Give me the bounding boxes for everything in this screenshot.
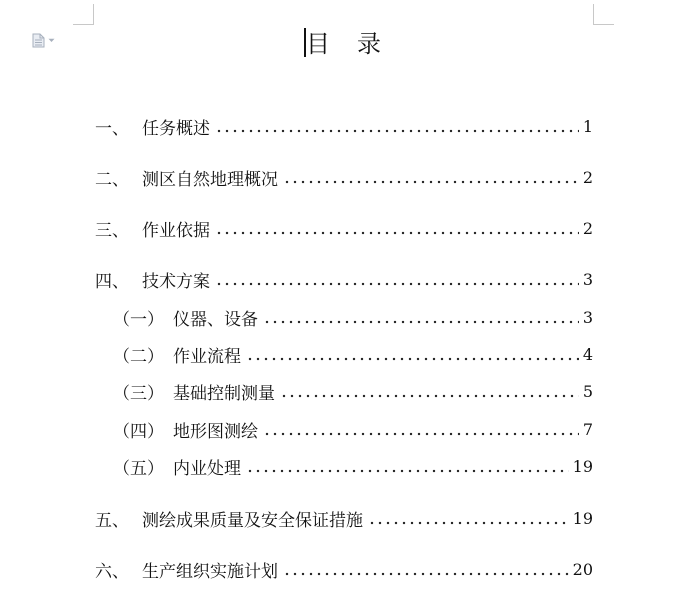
toc-entry-label: 基础控制测量 xyxy=(173,383,275,404)
toc-entry-label: 地形图测绘 xyxy=(173,421,258,442)
toc-dot-leader xyxy=(215,267,579,291)
toc-entry[interactable] xyxy=(95,216,593,240)
toc-entry-page: 2 xyxy=(582,218,593,238)
toc-entry-number: （一） xyxy=(113,309,164,330)
toc-entry-number: 五、 xyxy=(95,510,129,531)
toc-entry-page: 2 xyxy=(582,167,593,187)
toc-entry-page: 7 xyxy=(582,419,593,439)
toc-dot-leader xyxy=(283,557,569,581)
toc-entry[interactable] xyxy=(95,267,593,291)
toc-entry-number: （五） xyxy=(113,458,164,479)
toc-entry-page: 5 xyxy=(582,381,593,401)
toc-entry-page: 3 xyxy=(582,269,593,289)
toc-entry-number: 四、 xyxy=(95,271,129,292)
toc-entry-number: 二、 xyxy=(95,169,129,190)
toc-entry[interactable] xyxy=(95,506,593,530)
toc-dot-leader xyxy=(280,379,579,403)
toc-subentry[interactable] xyxy=(113,305,593,329)
toc-entry-number: （三） xyxy=(113,383,164,404)
toc-subentry[interactable] xyxy=(113,379,593,403)
toc-entry[interactable] xyxy=(95,165,593,189)
toc-entry-label: 仪器、设备 xyxy=(173,309,258,330)
toc-dot-leader xyxy=(246,454,569,478)
toc-entry-label: 作业依据 xyxy=(142,220,210,241)
toc-entry[interactable] xyxy=(95,557,593,581)
toc-dot-leader xyxy=(263,305,579,329)
toc-entry-label: 测绘成果质量及安全保证措施 xyxy=(142,510,363,531)
toc-entry-label: 测区自然地理概况 xyxy=(142,169,278,190)
title-part-2: 录 xyxy=(357,30,382,58)
toc-entry-number: （四） xyxy=(113,421,164,442)
toc-entry-label: 内业处理 xyxy=(173,458,241,479)
toc-dot-leader xyxy=(215,216,579,240)
toc-entry-number: 一、 xyxy=(95,118,129,139)
toc-subentry[interactable] xyxy=(113,417,593,441)
toc-entry-label: 生产组织实施计划 xyxy=(142,561,278,582)
toc-entry-page: 3 xyxy=(582,307,593,327)
toc-entry-label: 任务概述 xyxy=(142,118,210,139)
toc-dot-leader xyxy=(246,342,579,366)
toc-subentry[interactable] xyxy=(113,342,593,366)
toc-subentry[interactable] xyxy=(113,454,593,478)
toc-entry-label: 技术方案 xyxy=(142,271,210,292)
toc-entry-page: 4 xyxy=(582,344,593,364)
toc-entry-number: 三、 xyxy=(95,220,129,241)
toc-dot-leader xyxy=(215,114,579,138)
toc-entry-label: 作业流程 xyxy=(173,346,241,367)
toc-entry-number: （二） xyxy=(113,346,164,367)
toc-entry-page: 19 xyxy=(572,508,593,528)
toc-entry-page: 1 xyxy=(582,116,593,136)
toc-dot-leader xyxy=(283,165,579,189)
toc-entry[interactable] xyxy=(95,114,593,138)
toc-dot-leader xyxy=(368,506,569,530)
toc-dot-leader xyxy=(263,417,579,441)
toc-entry-page: 19 xyxy=(572,456,593,476)
toc-entry-page: 20 xyxy=(572,559,593,579)
title-part-1: 目 xyxy=(306,30,331,58)
toc-entry-number: 六、 xyxy=(95,561,129,582)
